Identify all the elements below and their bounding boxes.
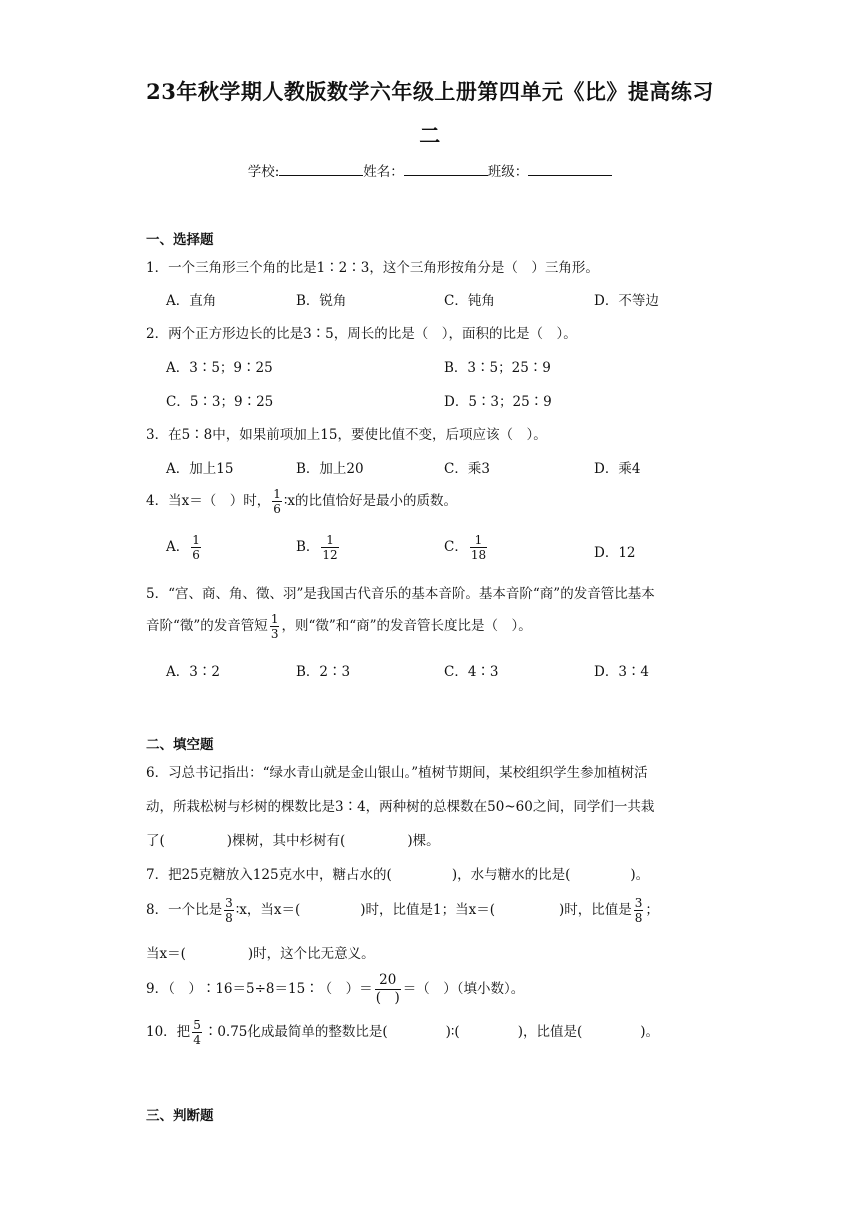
q3-option-d[interactable]: D．乘4 xyxy=(594,461,641,477)
q2-option-a[interactable]: A．3∶5；9∶25 xyxy=(166,360,273,376)
class-label: 班级： xyxy=(487,164,529,180)
q4-option-b[interactable]: B． $\frac{1}{12}$ xyxy=(296,533,338,562)
question-6-line1: 6．习总书记指出：“绿水青山就是金山银山。”植树节期间，某校组织学生参加植树活 xyxy=(146,765,648,781)
question-8-line2: 当x＝( )时，这个比无意义。 xyxy=(146,946,375,962)
q4-option-d[interactable]: D．12 xyxy=(594,545,636,561)
q5-fraction: $\frac{1}{3}$ xyxy=(270,612,279,641)
name-label: 姓名： xyxy=(363,164,404,180)
question-10: 10．把 $\frac{5}{4}$ ∶0.75化成最简单的整数比是( )∶( )，比值是( )。 xyxy=(146,1018,660,1047)
document-title-line2: 二 xyxy=(419,123,441,148)
question-8-line1: 8．一个比是 $\frac{3}{8}$ ∶x，当x＝( )时，比值是1；当x＝( )时，比值是 $\frac{3}{8}$ ； xyxy=(146,896,659,925)
q2-option-d[interactable]: D．5∶3；25∶9 xyxy=(444,394,552,410)
section-heading-fill: 二、填空题 xyxy=(146,737,214,753)
q3-option-a[interactable]: A．加上15 xyxy=(166,461,234,477)
q1-option-a[interactable]: A．直角 xyxy=(166,293,217,309)
question-9: 9．（ ）∶16＝5÷8＝15∶（ ）＝ $\frac{20}{( )}$ ＝（ ）（填小数）。 xyxy=(146,972,525,1006)
q5-option-b[interactable]: B．2∶3 xyxy=(296,664,351,680)
q8-fraction-1: $\frac{3}{8}$ xyxy=(225,896,233,925)
name-blank[interactable] xyxy=(404,161,488,176)
q4-option-a[interactable]: A． $\frac{1}{6}$ xyxy=(166,533,200,562)
section-heading-choice: 一、选择题 xyxy=(146,232,214,248)
question-3: 3．在5∶8中，如果前项加上15，要使比值不变，后项应该（ ）。 xyxy=(146,427,547,443)
q1-option-b[interactable]: B．锐角 xyxy=(296,293,347,309)
q4-text-pre: 4．当x＝（ ）时， xyxy=(146,493,271,509)
school-label: 学校: xyxy=(247,164,280,180)
question-2: 2．两个正方形边长的比是3∶5，周长的比是（ ），面积的比是（ ）。 xyxy=(146,326,577,342)
q4-option-c[interactable]: C． $\frac{1}{18}$ xyxy=(444,533,487,562)
q4-option-c-fraction: $\frac{1}{18}$ xyxy=(470,533,487,562)
question-6-line2: 动，所栽松树与杉树的棵数比是3∶4，两种树的总棵数在50~60之间，同学们一共栽 xyxy=(146,799,655,815)
q5-option-c[interactable]: C．4∶3 xyxy=(444,664,499,680)
q1-option-c[interactable]: C．钝角 xyxy=(444,293,495,309)
document-title-line1: 23年秋学期人教版数学六年级上册第四单元《比》提高练习 xyxy=(146,79,714,104)
q9-fraction: $\frac{20}{( )}$ xyxy=(375,972,400,1006)
q4-text-post: ∶x的比值恰好是最小的质数。 xyxy=(283,493,457,509)
question-1: 1．一个三角形三个角的比是1∶2∶3，这个三角形按角分是（ ）三角形。 xyxy=(146,260,599,276)
q1-option-d[interactable]: D．不等边 xyxy=(594,293,659,309)
q3-option-b[interactable]: B．加上20 xyxy=(296,461,364,477)
question-4 xyxy=(146,487,457,516)
section-heading-judge: 三、判断题 xyxy=(146,1108,214,1124)
q2-option-c[interactable]: C．5∶3；9∶25 xyxy=(166,394,274,410)
q3-option-c[interactable]: C．乘3 xyxy=(444,461,490,477)
school-blank[interactable] xyxy=(279,161,363,176)
q2-option-b[interactable]: B．3∶5；25∶9 xyxy=(444,360,551,376)
q5-option-a[interactable]: A．3∶2 xyxy=(166,664,220,680)
q8-fraction-2: $\frac{3}{8}$ xyxy=(634,896,643,925)
q10-fraction: $\frac{5}{4}$ xyxy=(193,1018,201,1047)
class-blank[interactable] xyxy=(528,161,612,176)
student-info-line xyxy=(0,160,860,180)
question-5-line1: 5．“宫、商、角、徵、羽”是我国古代音乐的基本音阶。基本音阶“商”的发音管比基本 xyxy=(146,586,655,602)
q4-fraction: $\frac{1}{6}$ xyxy=(273,487,281,516)
q4-option-b-fraction: $\frac{1}{12}$ xyxy=(322,533,338,562)
question-5-line2: 音阶“徵”的发音管短 $\frac{1}{3}$ ，则“徵”和“商”的发音管长度比是（ ）。 xyxy=(146,612,532,641)
q4-option-a-fraction: $\frac{1}{6}$ xyxy=(192,533,200,562)
question-7: 7．把25克糖放入125克水中，糖占水的( )，水与糖水的比是( )。 xyxy=(146,867,650,883)
q5-option-d[interactable]: D．3∶4 xyxy=(594,664,650,680)
question-6-line3: 了( )棵树，其中杉树有( )棵。 xyxy=(146,833,440,849)
